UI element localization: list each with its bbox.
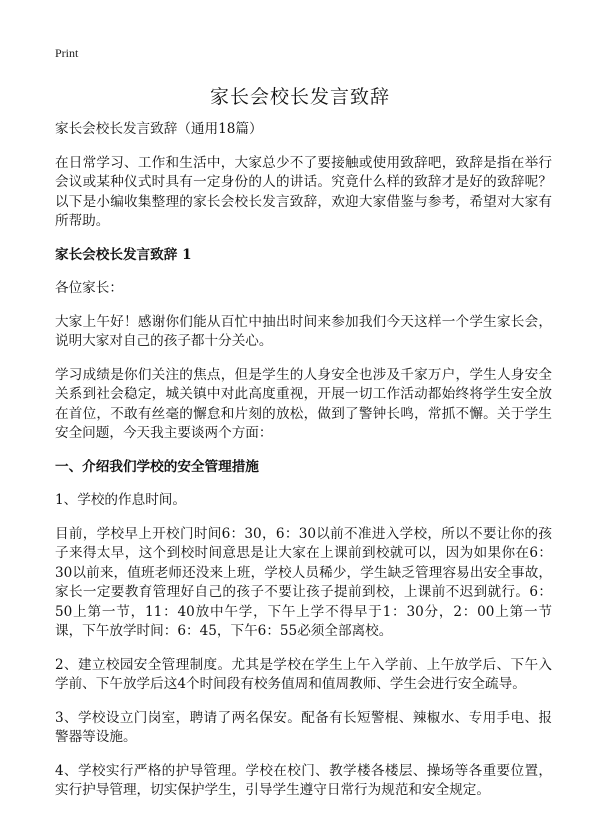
item-1-title: 1、学校的作息时间。 bbox=[55, 492, 186, 508]
intro-paragraph: 在日常学习、工作和生活中，大家总少不了要接触或使用致辞吧，致辞是指在举行会议或某种仪式时具有一定身份的人的讲话。究竟什么样的致辞才是好的致辞呢？以下是小编收集整理的家长会校长发言致辞，欢迎大家借鉴与参考，希望对大家有所帮助。 bbox=[55, 154, 552, 229]
print-link[interactable]: Print bbox=[55, 46, 79, 60]
section-heading: 家长会校长发言致辞 1 bbox=[55, 246, 192, 263]
document-body bbox=[55, 120, 552, 815]
item-1-body: 目前，学校早上开校门时间6：30，6：30以前不准进入学校，所以不要让你的孩子来得太早，这个到校时间意思是让大家在上课前到校就可以，因为如果你在6：30以前来，值班老师还没来上班，学校人员稀少，学生缺乏管理容易出安全事故，家长一定要教育管理好自己的孩子不要让孩子提前到校，上课前不迟到就行。6：50上第一节，11：40放中午学，下午上学不得早于1：30分，2：00上第一节课，下午放学时间：6：45，下午6：55必须全部离校。 bbox=[55, 525, 552, 639]
document-subtitle: 家长会校长发言致辞（通用18篇） bbox=[55, 121, 263, 137]
item-3: 3、学校设立门岗室，聘请了两名保安。配备有长短警棍、辣椒水、专用手电、报警器等设施。 bbox=[55, 709, 552, 745]
paragraph-2: 学习成绩是你们关注的焦点，但是学生的人身安全也涉及千家万户，学生人身安全关系到社会稳定，城关镇中对此高度重视，开展一切工作活动都始终将学生安全放在首位，不敢有丝毫的懈怠和片刻的放松，做到了警钟长鸣，常抓不懈。关于学生安全问题，今天我主要谈两个方面： bbox=[55, 366, 552, 441]
greeting: 各位家长： bbox=[55, 280, 123, 296]
subheading-1: 一、介绍我们学校的安全管理措施 bbox=[55, 458, 259, 475]
item-2: 2、建立校园安全管理制度。尤其是学校在学生上午入学前、上午放学后、下午入学前、下午放学后这4个时间段有校务值周和值周教师、学生会进行安全疏导。 bbox=[55, 656, 552, 692]
paragraph-1: 大家上午好！感谢你们能从百忙中抽出时间来参加我们今天这样一个学生家长会，说明大家对自己的孩子都十分关心。 bbox=[55, 313, 552, 349]
item-4: 4、学校实行严格的护导管理。学校在校门、教学楼各楼层、操场等各重要位置，实行护导管理，切实保护学生，引导学生遵守日常行为规范和安全规定。 bbox=[55, 762, 552, 798]
page-title: 家长会校长发言致辞 bbox=[209, 86, 390, 108]
